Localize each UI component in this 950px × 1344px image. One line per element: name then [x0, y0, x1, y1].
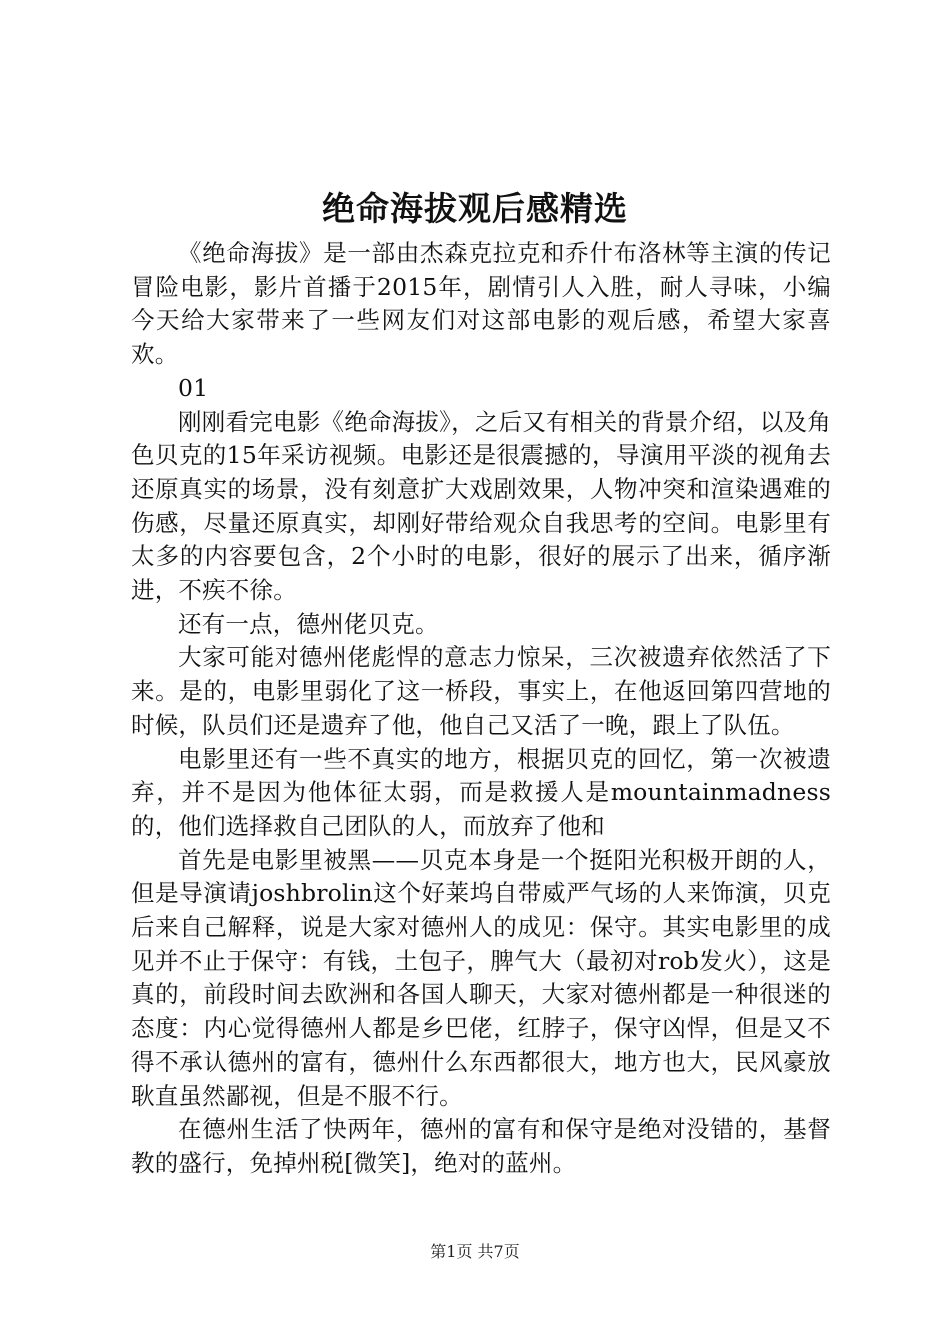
paragraph-untrue-parts: 电影里还有一些不真实的地方，根据贝克的回忆，第一次被遗弃，并不是因为他体征太弱，而是救援人是mountainmadness的，他们选择救自己团队的人，而放弃了他和: [131, 744, 831, 840]
paragraph-willpower: 大家可能对德州佬彪悍的意志力惊呆，三次被遗弃依然活了下来。是的，电影里弱化了这一桥段，事实上，在他返回第四营地的时候，队员们还是遗弃了他，他自己又活了一晚，跟上了队伍。: [131, 643, 831, 739]
paragraph-intro: 《绝命海拔》是一部由杰森克拉克和乔什布洛林等主演的传记冒险电影，影片首播于2015年，剧情引人入胜，耐人寻味，小编今天给大家带来了一些网友们对这部电影的观后感，希望大家喜欢。: [131, 239, 831, 369]
document-body: [131, 237, 831, 1181]
paragraph-prejudice: 首先是电影里被黑——贝克本身是一个挺阳光积极开朗的人，但是导演请joshbrolin这个好莱坞自带威严气场的人来饰演，贝克后来自己解释，说是大家对德州人的成见：保守。其实电影里的成见并不止于保守：有钱，土包子，脾气大（最初对rob发火），这是真的，前段时间去欧洲和各国人聊天，大家对德州都是一种很迷的态度：内心觉得德州人都是乡巴佬，红脖子，保守凶悍，但是又不得不承认德州的富有，德州什么东西都很大，地方也大，民风豪放耿直虽然鄙视，但是不服不行。: [131, 845, 831, 1110]
paragraph-texas-life: 在德州生活了快两年，德州的富有和保守是绝对没错的，基督教的盛行，免掉州税[微笑]，绝对的蓝州。: [131, 1115, 831, 1177]
paragraph-beck-intro: 还有一点，德州佬贝克。: [178, 609, 439, 638]
page-number: 第1页 共7页: [430, 1242, 520, 1261]
document-title: 绝命海拔观后感精选: [322, 189, 628, 228]
paragraph-review: 刚刚看完电影《绝命海拔》，之后又有相关的背景介绍，以及角色贝克的15年采访视频。电影还是很震撼的，导演用平淡的视角去还原真实的场景，没有刻意扩大戏剧效果，人物冲突和渲染遇难的伤感，尽量还原真实，却刚好带给观众自我思考的空间。电影里有太多的内容要包含，2个小时的电影，很好的展示了出来，循序渐进，不疾不徐。: [131, 407, 831, 605]
paragraph-section-number: 01: [178, 373, 209, 402]
